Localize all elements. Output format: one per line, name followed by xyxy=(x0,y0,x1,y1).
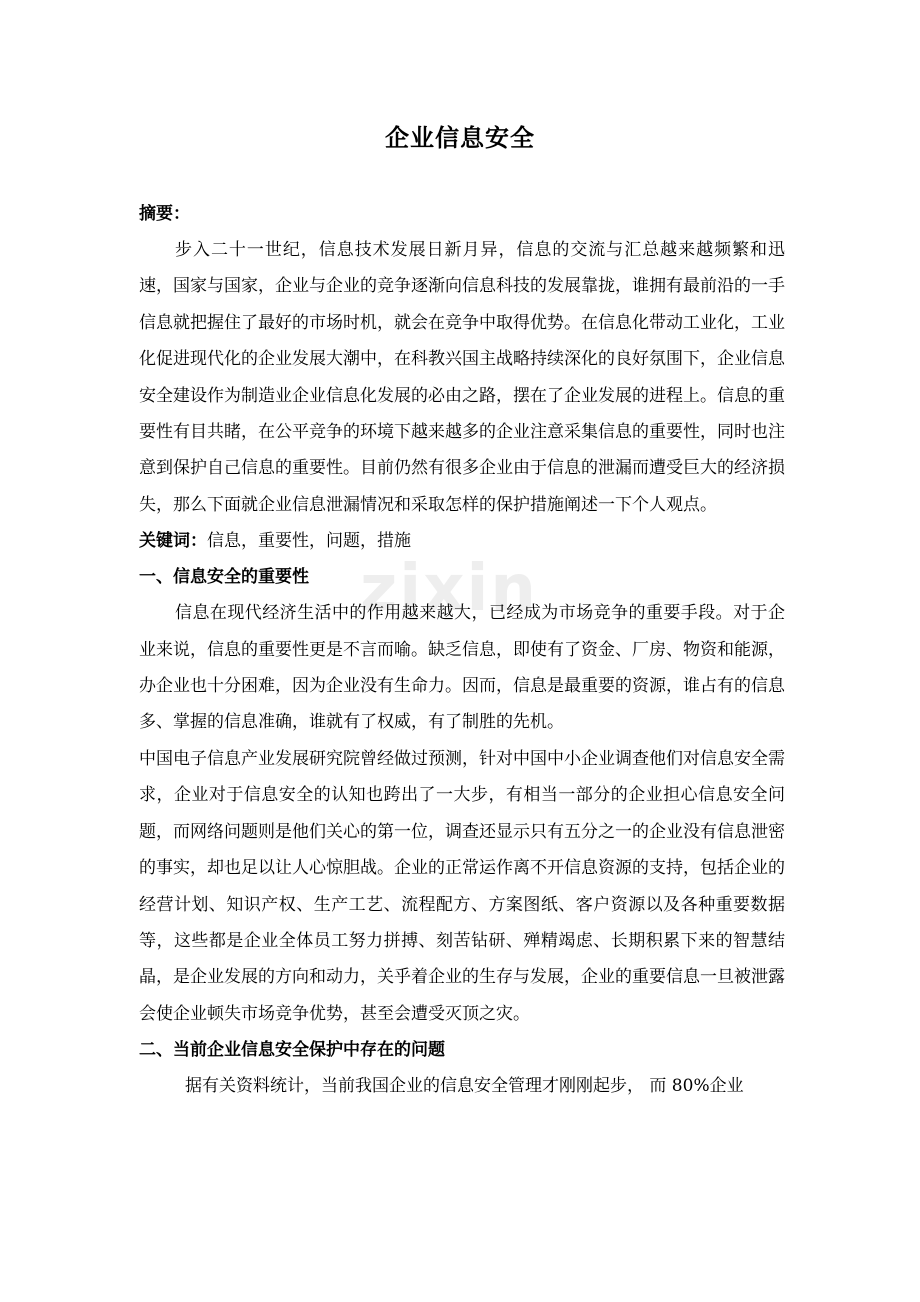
section-2-paragraph-1: 据有关资料统计，当前我国企业的信息安全管理才刚刚起步， 而 80%企业 xyxy=(185,1076,744,1097)
section-2-heading: 二、当前企业信息安全保护中存在的问题 xyxy=(139,1040,445,1061)
keywords-label: 关键词： xyxy=(139,531,207,552)
abstract-label: 摘要： xyxy=(139,204,190,224)
abstract-paragraph: 步入二十一世纪，信息技术发展日新月异，信息的交流与汇总越来越频繁和迅速，国家与国家，企业与企业的竞争逐渐向信息科技的发展靠拢，谁拥有最前沿的一手信息就把握住了最好的市场时机，就会在竞争中取得优势。在信息化带动工业化，工业化促进现代化的企业发展大潮中，在科教兴国主战略持续深化的良好氛围下，企业信息安全建设作为制造业企业信息化发展的必由之路，摆在了企业发展的进程上。信息的重要性有目共睹，在公平竞争的环境下越来越多的企业注意采集信息的重要性，同时也注意到保护自己信息的重要性。目前仍然有很多企业由于信息的泄漏而遭受巨大的经济损失，那么下面就企业信息泄漏情况和采取怎样的保护措施阐述一下个人观点。 xyxy=(139,240,785,515)
document-title: 企业信息安全 xyxy=(385,124,535,152)
section-1-paragraph-1: 信息在现代经济生活中的作用越来越大，已经成为市场竞争的重要手段。对于企业来说，信息的重要性更是不言而喻。缺乏信息，即使有了资金、厂房、物资和能源，办企业也十分困难，因为企业没有生命力。因而，信息是最重要的资源，谁占有的信息多、掌握的信息准确，谁就有了权威，有了制胜的先机。 xyxy=(139,603,785,733)
section-1-heading: 一、信息安全的重要性 xyxy=(139,567,309,588)
section-1-paragraph-2: 中国电子信息产业发展研究院曾经做过预测，针对中国中小企业调查他们对信息安全需求，企业对于信息安全的认知也跨出了一大步，有相当一部分的企业担心信息安全问题，而网络问题则是他们关心的第一位，调查还显示只有五分之一的企业没有信息泄密的事实，却也足以让人心惊胆战。企业的正常运作离不开信息资源的支持，包括企业的经营计划、知识产权、生产工艺、流程配方、方案图纸、客户资源以及各种重要数据等，这些都是企业全体员工努力拼搏、刻苦钻研、殚精竭虑、长期积累下来的智慧结晶，是企业发展的方向和动力，关乎着企业的生存与发展，企业的重要信息一旦被泄露会使企业顿失市场竞争优势，甚至会遭受灭顶之灾。 xyxy=(139,748,785,1024)
keywords-line xyxy=(139,523,785,559)
document-body xyxy=(139,196,785,1105)
watermark-logo: zixin xyxy=(360,552,538,626)
keywords-text: 信息，重要性，问题，措施 xyxy=(207,531,411,552)
